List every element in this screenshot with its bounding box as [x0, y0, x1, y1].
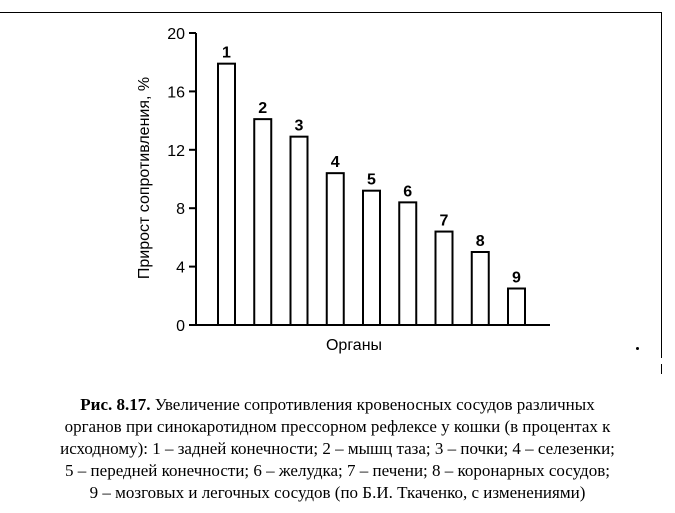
- bar-8: [472, 252, 489, 325]
- caption-line-2: органов при синокаротидном прессорном рефлексе у кошки (в процентах к: [64, 417, 611, 436]
- y-tick-label: 12: [167, 142, 185, 160]
- bar-label-2: 2: [258, 100, 268, 118]
- caption-line-1-text: Увеличение сопротивления кровеносных сосудов различных: [154, 395, 595, 414]
- caption-line-5: 9 – мозговых и легочных сосудов (по Б.И. Ткаченко, с изменениями): [89, 483, 586, 502]
- bar-label-6: 6: [403, 183, 413, 201]
- y-axis: [167, 26, 196, 335]
- bar-5: [363, 191, 380, 325]
- bar-label-1: 1: [222, 44, 231, 62]
- bar-6: [399, 202, 416, 325]
- y-tick-label: 8: [176, 201, 185, 219]
- y-tick-label: 20: [167, 26, 185, 43]
- bar-7: [436, 232, 453, 325]
- bar-label-3: 3: [294, 117, 304, 135]
- caption-line-1: [0, 394, 675, 416]
- bar-label-5: 5: [367, 171, 376, 189]
- bar-label-4: 4: [330, 154, 340, 172]
- caption-prefix: Рис. 8.17.: [80, 395, 151, 414]
- bar-3: [291, 137, 308, 325]
- bar-9: [508, 289, 525, 326]
- figure-caption: [0, 394, 675, 504]
- bar-1: [218, 64, 235, 325]
- y-tick-label: 16: [167, 84, 185, 102]
- y-axis-title: Прирост сопротивления, %: [136, 76, 153, 280]
- y-tick-label: 4: [176, 259, 185, 277]
- caption-line-3: исходному): 1 – задней конечности; 2 – мышц таза; 3 – почки; 4 – селезенки;: [60, 439, 615, 458]
- y-tick-label: 0: [176, 318, 185, 335]
- bar-2: [254, 119, 271, 325]
- bar-label-7: 7: [439, 212, 449, 230]
- x-axis-title: Органы: [325, 337, 383, 354]
- caption-line-4: 5 – передней конечности; 6 – желудка; 7 – печени; 8 – коронарных сосудов;: [65, 461, 610, 480]
- bar-4: [327, 173, 344, 325]
- bar-label-8: 8: [475, 233, 485, 250]
- bar-label-9: 9: [512, 269, 521, 287]
